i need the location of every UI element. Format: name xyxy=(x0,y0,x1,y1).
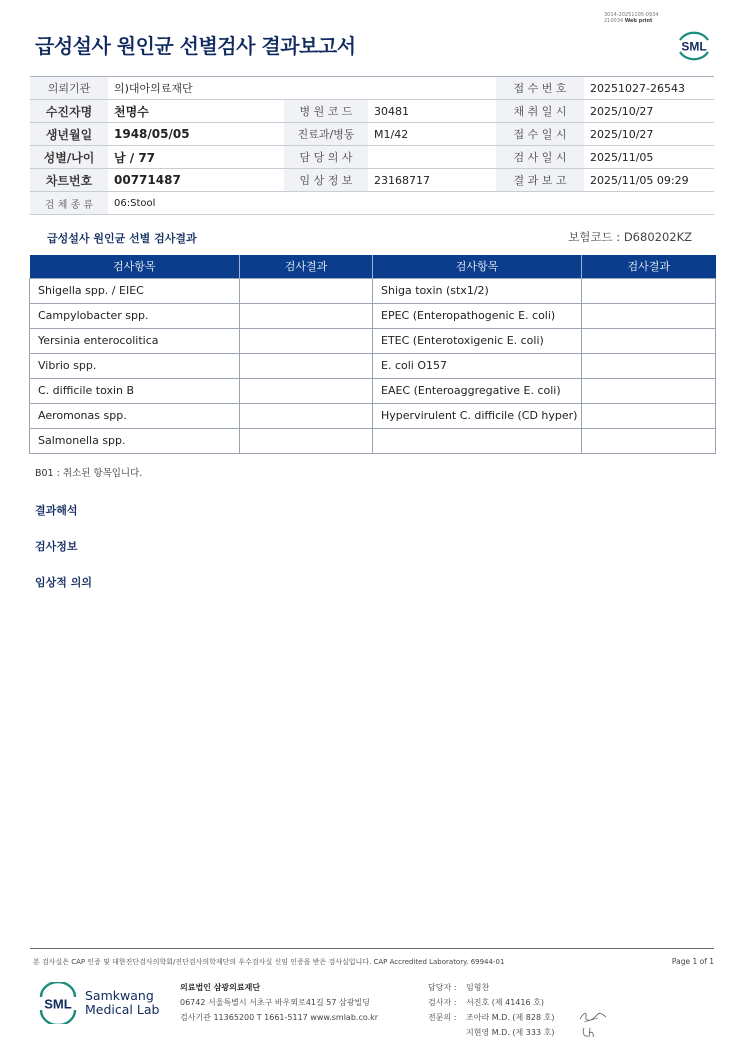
footer-logo-text: SML xyxy=(44,996,72,1012)
value-attending-doctor xyxy=(368,146,496,169)
table-row xyxy=(30,353,716,378)
sml-logo-icon xyxy=(674,26,714,64)
organization-address: 06742 서울특별시 서초구 바우뫼로41길 57 삼광빌딩 xyxy=(180,998,370,1007)
value-collection-date: 2025/10/27 xyxy=(584,100,714,123)
staff-name: 임형찬 xyxy=(466,983,490,992)
test-result xyxy=(582,328,716,353)
patient-info-table xyxy=(30,76,714,215)
label-department-ward: 진료과/병동 xyxy=(284,123,368,146)
label-received-date: 접 수 일 시 xyxy=(496,123,584,146)
test-result xyxy=(582,353,716,378)
value-patient-name: 천명수 xyxy=(108,100,284,123)
value-hospital-code: 30481 xyxy=(368,100,496,123)
test-result xyxy=(240,303,373,328)
staff-name: 지현영 M.D. (제 333 호) xyxy=(466,1028,555,1037)
heading-interpretation: 결과해석 xyxy=(35,504,78,517)
table-row xyxy=(30,303,716,328)
table-row xyxy=(30,328,716,353)
test-item: Salmonella spp. xyxy=(30,428,240,453)
table-row xyxy=(30,278,716,303)
test-item: E. coli O157 xyxy=(373,353,582,378)
test-item: EAEC (Enteroaggregative E. coli) xyxy=(373,378,582,403)
staff-row: 전문의 : 조아라 M.D. (제 828 호) xyxy=(428,1010,554,1025)
brand-name xyxy=(85,989,159,1017)
label-birth-date: 생년월일 xyxy=(30,123,108,146)
table-row xyxy=(30,378,716,403)
value-chart-number: 00771487 xyxy=(108,169,284,192)
test-item: Shigella spp. / EIEC xyxy=(30,278,240,303)
staff-row: 담당자 : 임형찬 xyxy=(428,980,554,995)
info-row xyxy=(30,77,714,100)
signature-icon xyxy=(578,1025,608,1039)
staff-info xyxy=(428,980,554,1040)
label-chart-number: 차트번호 xyxy=(30,169,108,192)
info-row xyxy=(30,100,714,123)
brand-line2: Medical Lab xyxy=(85,1002,160,1017)
header-test-result: 검사결과 xyxy=(582,255,716,278)
label-test-date: 검 사 일 시 xyxy=(496,146,584,169)
test-item: Shiga toxin (stx1/2) xyxy=(373,278,582,303)
test-result xyxy=(240,378,373,403)
cancel-note: B01 : 취소된 항목입니다. xyxy=(35,468,143,479)
label-specimen-type: 검 체 종 류 xyxy=(30,192,108,215)
test-result xyxy=(582,428,716,453)
test-item: Aeromonas spp. xyxy=(30,403,240,428)
value-clinical-info: 23168717 xyxy=(368,169,496,192)
test-item: Yersinia enterocolitica xyxy=(30,328,240,353)
organization-name: 의료법인 삼광의료재단 xyxy=(180,983,261,992)
header-test-item: 검사항목 xyxy=(30,255,240,278)
heading-clinical-meaning: 임상적 의의 xyxy=(35,576,92,589)
value-birth-date: 1948/05/05 xyxy=(108,123,284,146)
test-result xyxy=(240,353,373,378)
test-item: Hypervirulent C. difficile (CD hyper) xyxy=(373,403,582,428)
label-hospital-code: 병 원 코 드 xyxy=(284,100,368,123)
print-code xyxy=(604,12,659,24)
report-title: 급성설사 원인균 선별검사 결과보고서 xyxy=(35,34,356,58)
staff-row: 검사자 : 서진호 (제 41416 호) xyxy=(428,995,554,1010)
print-code-line2: 210034 xyxy=(604,18,624,24)
value-result-report: 2025/11/05 09:29 xyxy=(584,169,714,192)
results-section-title: 급성설사 원인균 선별 검사결과 xyxy=(47,232,197,245)
results-table xyxy=(29,255,716,454)
page-number: Page 1 of 1 xyxy=(671,957,714,966)
staff-row xyxy=(428,1025,554,1040)
label-patient-name: 수진자명 xyxy=(30,100,108,123)
test-result xyxy=(582,378,716,403)
info-row xyxy=(30,146,714,169)
label-result-report: 결 과 보 고 xyxy=(496,169,584,192)
test-result xyxy=(240,328,373,353)
table-row xyxy=(30,428,716,453)
heading-test-info: 검사정보 xyxy=(35,540,78,553)
organization-contact: 검사기관 11365200 T 1661-5117 www.smlab.co.kr xyxy=(180,1013,379,1022)
results-header-row xyxy=(30,255,716,278)
info-row xyxy=(30,123,714,146)
print-code-line1: 3014-20251105-0934 xyxy=(604,12,659,18)
test-result xyxy=(240,403,373,428)
test-result xyxy=(582,278,716,303)
value-department-ward: M1/42 xyxy=(368,123,496,146)
header-test-result: 검사결과 xyxy=(240,255,373,278)
print-mode: Web print xyxy=(624,18,653,24)
value-accession-number: 20251027-26543 xyxy=(584,77,714,100)
sml-footer-logo-icon xyxy=(36,982,80,1024)
test-result xyxy=(240,278,373,303)
value-test-date: 2025/11/05 xyxy=(584,146,714,169)
certification-text: 본 검사실은 CAP 인증 및 대한진단검사의학회/진단검사의학재단의 우수검사실 신임 인증을 받은 검사실입니다. CAP Accredited Laboratory. 69944-01 xyxy=(33,958,505,966)
header-test-item: 검사항목 xyxy=(373,255,582,278)
test-item: EPEC (Enteropathogenic E. coli) xyxy=(373,303,582,328)
staff-name: 서진호 (제 41416 호) xyxy=(466,998,544,1007)
test-item: C. difficile toxin B xyxy=(30,378,240,403)
logo-text: SML xyxy=(681,39,707,54)
label-clinical-info: 임 상 정 보 xyxy=(284,169,368,192)
label-sex-age: 성별/나이 xyxy=(30,146,108,169)
value-requesting-institution: 의)대아의료재단 xyxy=(108,77,496,100)
brand-line1: Samkwang xyxy=(85,988,154,1003)
value-specimen-type: 06:Stool xyxy=(108,192,714,215)
test-item: Vibrio spp. xyxy=(30,353,240,378)
info-row xyxy=(30,192,714,215)
staff-name: 조아라 M.D. (제 828 호) xyxy=(466,1013,555,1022)
value-received-date: 2025/10/27 xyxy=(584,123,714,146)
label-accession-number: 접 수 번 호 xyxy=(496,77,584,100)
test-result xyxy=(582,403,716,428)
insurance-code: 보험코드 : D680202KZ xyxy=(568,230,692,244)
test-item: ETEC (Enterotoxigenic E. coli) xyxy=(373,328,582,353)
test-result xyxy=(582,303,716,328)
label-attending-doctor: 담 당 의 사 xyxy=(284,146,368,169)
footer-divider xyxy=(30,948,714,949)
test-item xyxy=(373,428,582,453)
organization-info xyxy=(180,980,378,1025)
test-result xyxy=(240,428,373,453)
info-row xyxy=(30,169,714,192)
signature-icon xyxy=(578,1010,608,1024)
test-item: Campylobacter spp. xyxy=(30,303,240,328)
label-collection-date: 채 취 일 시 xyxy=(496,100,584,123)
label-requesting-institution: 의뢰기관 xyxy=(30,77,108,100)
value-sex-age: 남 / 77 xyxy=(108,146,284,169)
table-row xyxy=(30,403,716,428)
